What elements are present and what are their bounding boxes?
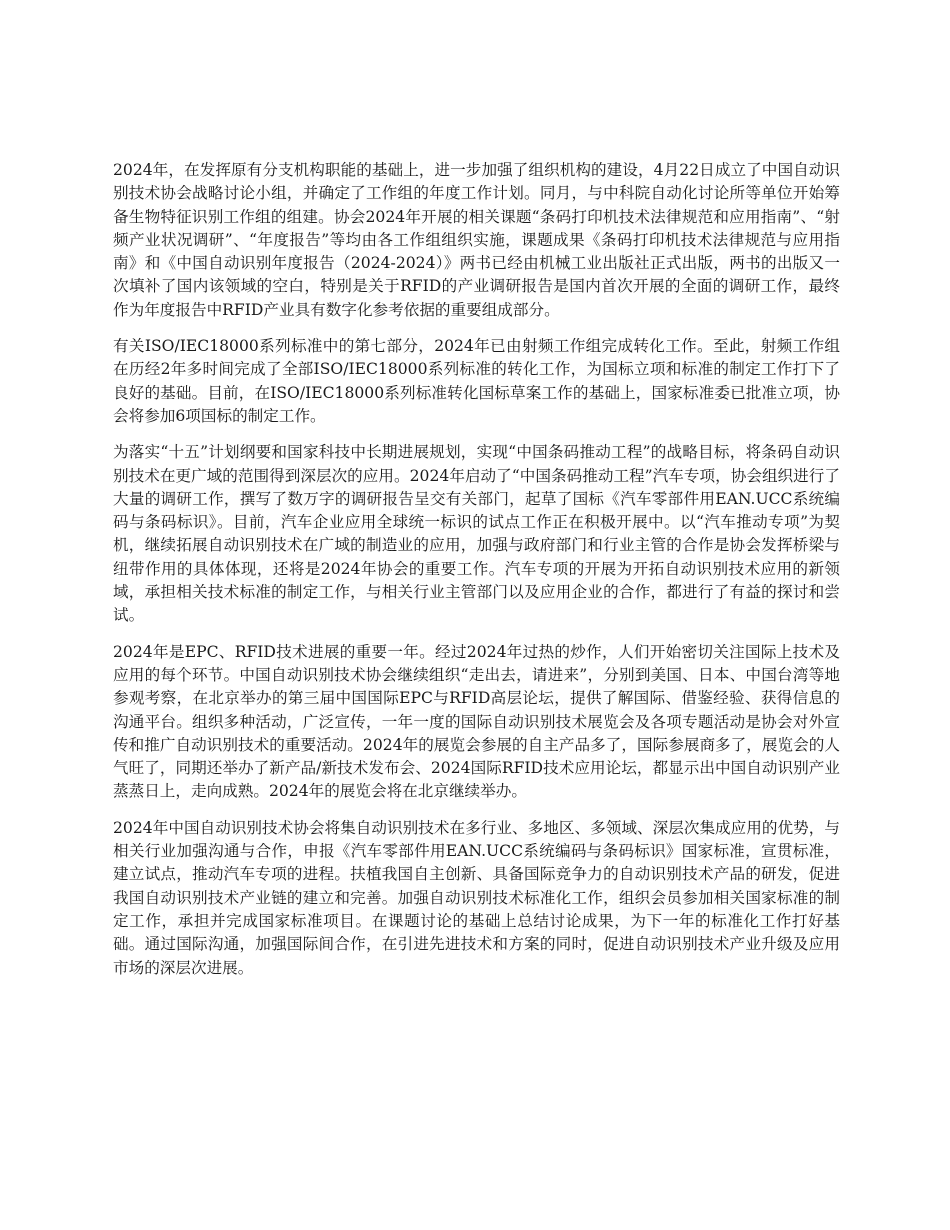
paragraph-5: 2024年中国自动识别技术协会将集自动识别技术在多行业、多地区、多领域、深层次集成应用的优势，与相关行业加强沟通与合作，申报《汽车零部件用EAN.UCC系统编码与条码标识》国家标准，宣贯标准，建立试点，推动汽车专项的进程。扶植我国自主创新、具备国际竞争力的自动识别技术产品的研发，促进我国自动识别技术产业链的建立和完善。加强自动识别技术标准化工作，组织会员参加相关国家标准的制定工作，承担并完成国家标准项目。在课题讨论的基础上总结讨论成果，为下一年的标准化工作打好基础。通过国际沟通，加强国际间合作，在引进先进技术和方案的同时，促进自动识别技术产业升级及应用市场的深层次进展。	[113, 818, 840, 977]
paragraph-1: 2024年，在发挥原有分支机构职能的基础上，进一步加强了组织机构的建设，4月22日成立了中国自动识别技术协会战略讨论小组，并确定了工作组的年度工作计划。同月，与中科院自动化讨论所等单位开始筹备生物特征识别工作组的组建。协会2024年开展的相关课题“条码打印机技术法律规范和应用指南”、“射频产业状况调研”、“年度报告”等均由各工作组组织实施，课题成果《条码打印机技术法律规范与应用指南》和《中国自动识别年度报告（2024-2024）》两书已经由机械工业出版社正式出版，两书的出版又一次填补了国内该领域的空白，特别是关于RFID的产业调研报告是国内首次开展的全面的调研工作，最终作为年度报告中RFID产业具有数字化参考依据的重要组成部分。	[113, 161, 840, 319]
document-body	[113, 159, 840, 993]
paragraph-4: 2024年是EPC、RFID技术进展的重要一年。经过2024年过热的炒作，人们开始密切关注国际上技术及应用的每个环节。中国自动识别技术协会继续组织“走出去，请进来”，分别到美国、日本、中国台湾等地参观考察，在北京举办的第三届中国国际EPC与RFID高层论坛，提供了解国际、借鉴经验、获得信息的沟通平台。组织多种活动，广泛宣传，一年一度的国际自动识别技术展览会及各项专题活动是协会对外宣传和推广自动识别技术的重要活动。2024年的展览会参展的自主产品多了，国际参展商多了，展览会的人气旺了，同期还举办了新产品/新技术发布会、2024国际RFID技术应用论坛，都显示出中国自动识别产业蒸蒸日上，走向成熟。2024年的展览会将在北京继续举办。	[113, 642, 840, 801]
paragraph-2: 有关ISO/IEC18000系列标准中的第七部分，2024年已由射频工作组完成转化工作。至此，射频工作组在历经2年多时间完成了全部ISO/IEC18000系列标准的转化工作，为国标立项和标准的制定工作打下了良好的基础。目前，在ISO/IEC18000系列标准转化国标草案工作的基础上，国家标准委已批准立项，协会将参加6项国标的制定工作。	[113, 337, 840, 425]
paragraph-3: 为落实“十五”计划纲要和国家科技中长期进展规划，实现“中国条码推动工程”的战略目标，将条码自动识别技术在更广域的范围得到深层次的应用。2024年启动了“中国条码推动工程”汽车专项，协会组织进行了大量的调研工作，撰写了数万字的调研报告呈交有关部门，起草了国标《汽车零部件用EAN.UCC系统编码与条码标识》。目前，汽车企业应用全球统一标识的试点工作正在积极开展中。以“汽车推动专项”为契机，继续拓展自动识别技术在广域的制造业的应用，加强与政府部门和行业主管的合作是协会发挥桥梁与纽带作用的具体体现，还将是2024年协会的重要工作。汽车专项的开展为开拓自动识别技术应用的新领域，承担相关技术标准的制定工作，与相关行业主管部门以及应用企业的合作，都进行了有益的探讨和尝试。	[113, 443, 840, 625]
